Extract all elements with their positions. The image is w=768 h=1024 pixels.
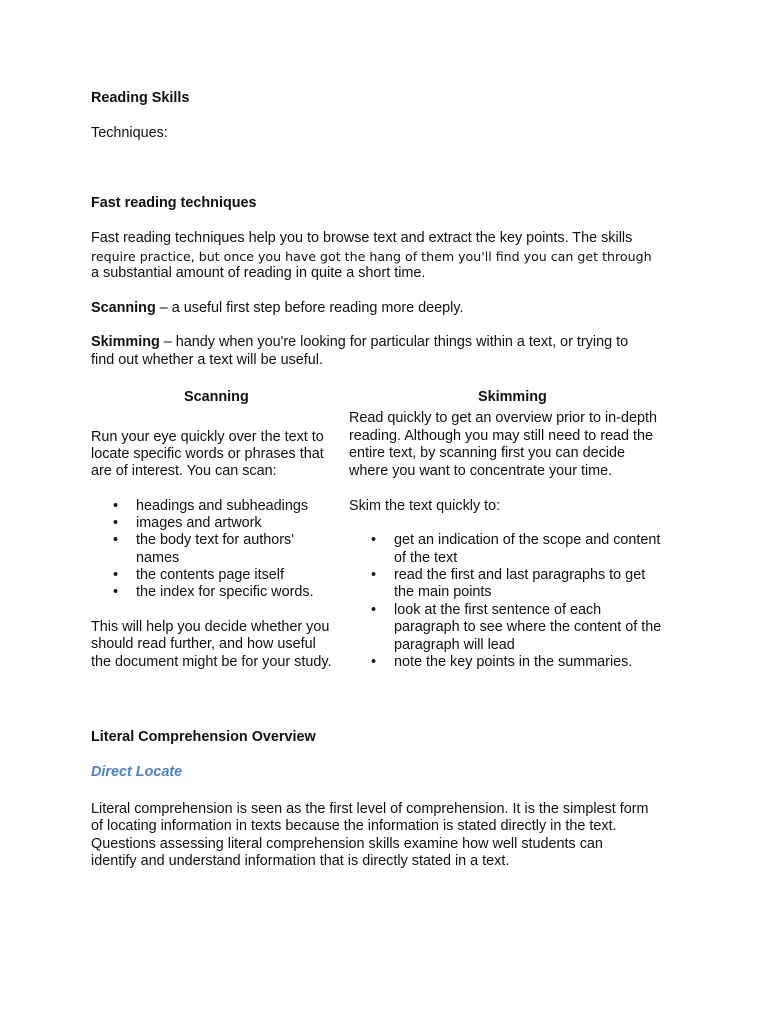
list-item-text: the body text for authors' — [136, 532, 294, 548]
scanning-outro-line: This will help you decide whether you — [91, 619, 330, 635]
skimming-intro-line: where you want to concentrate your time. — [349, 463, 613, 479]
list-item-text: images and artwork — [136, 515, 262, 531]
skimming-term: Skimming — [91, 334, 160, 350]
bullet-icon: • — [371, 567, 377, 583]
list-item-text: of the text — [394, 550, 458, 566]
bullet-icon: • — [371, 602, 377, 618]
skimming-description: – handy when you're looking for particular things within a text, or trying to — [159, 334, 629, 350]
list-item-text: paragraph will lead — [394, 637, 515, 653]
scanning-description: – a useful first step before reading more deeply. — [155, 300, 464, 316]
bullet-icon: • — [113, 498, 119, 514]
scanning-intro-line: are of interest. You can scan: — [91, 463, 277, 479]
techniques-label: Techniques: — [91, 125, 168, 141]
paragraph-line: require practice, but once you have got the hang of them you'll find you can get through — [91, 249, 652, 264]
paragraph-line: Literal comprehension is seen as the first level of comprehension. It is the simplest form — [91, 801, 649, 817]
bullet-icon: • — [371, 654, 377, 670]
paragraph-line: Fast reading techniques help you to browse text and extract the key points. The skills — [91, 230, 633, 246]
literal-comprehension-heading: Literal Comprehension Overview — [91, 729, 316, 745]
list-item-text: note the key points in the summaries. — [394, 654, 633, 670]
skimming-intro-line: entire text, by scanning first you can decide — [349, 445, 625, 461]
list-item-text: headings and subheadings — [136, 498, 309, 514]
scanning-definition — [91, 300, 463, 318]
bullet-icon: • — [113, 567, 119, 583]
list-item-text: the contents page itself — [136, 567, 285, 583]
paragraph-line: find out whether a text will be useful. — [91, 352, 323, 368]
list-item-text: the index for specific words. — [136, 584, 314, 600]
list-item-text: the main points — [394, 584, 492, 600]
fast-reading-heading: Fast reading techniques — [91, 195, 257, 211]
paragraph-line: of locating information in texts because the information is stated directly in the text. — [91, 818, 617, 834]
list-item-text: get an indication of the scope and content — [394, 532, 661, 548]
skimming-intro-line: reading. Although you may still need to read the — [349, 428, 654, 444]
list-item-text: look at the first sentence of each — [394, 602, 602, 618]
skimming-column-header: Skimming — [478, 389, 547, 405]
scanning-outro-line: should read further, and how useful — [91, 636, 316, 652]
scanning-intro-line: locate specific words or phrases that — [91, 446, 324, 462]
scanning-column-header: Scanning — [184, 389, 249, 405]
bullet-icon: • — [113, 532, 119, 548]
bullet-icon: • — [113, 584, 119, 600]
list-item-text: paragraph to see where the content of the — [394, 619, 662, 635]
list-item-text: read the first and last paragraphs to get — [394, 567, 646, 583]
bullet-icon: • — [371, 532, 377, 548]
skimming-lead: Skim the text quickly to: — [349, 498, 501, 514]
scanning-term: Scanning — [91, 300, 156, 316]
skimming-intro-line: Read quickly to get an overview prior to in-depth — [349, 410, 657, 426]
paragraph-line — [91, 334, 628, 352]
list-item-text: names — [136, 550, 180, 566]
page-title: Reading Skills — [91, 90, 190, 106]
paragraph-line: identify and understand information that is directly stated in a text. — [91, 853, 510, 869]
scanning-outro-line: the document might be for your study. — [91, 654, 332, 670]
bullet-icon: • — [113, 515, 119, 531]
direct-locate-subheading: Direct Locate — [91, 764, 183, 780]
paragraph-line: Questions assessing literal comprehension skills examine how well students can — [91, 836, 603, 852]
paragraph-line: a substantial amount of reading in quite a short time. — [91, 265, 426, 281]
scanning-intro-line: Run your eye quickly over the text to — [91, 429, 324, 445]
